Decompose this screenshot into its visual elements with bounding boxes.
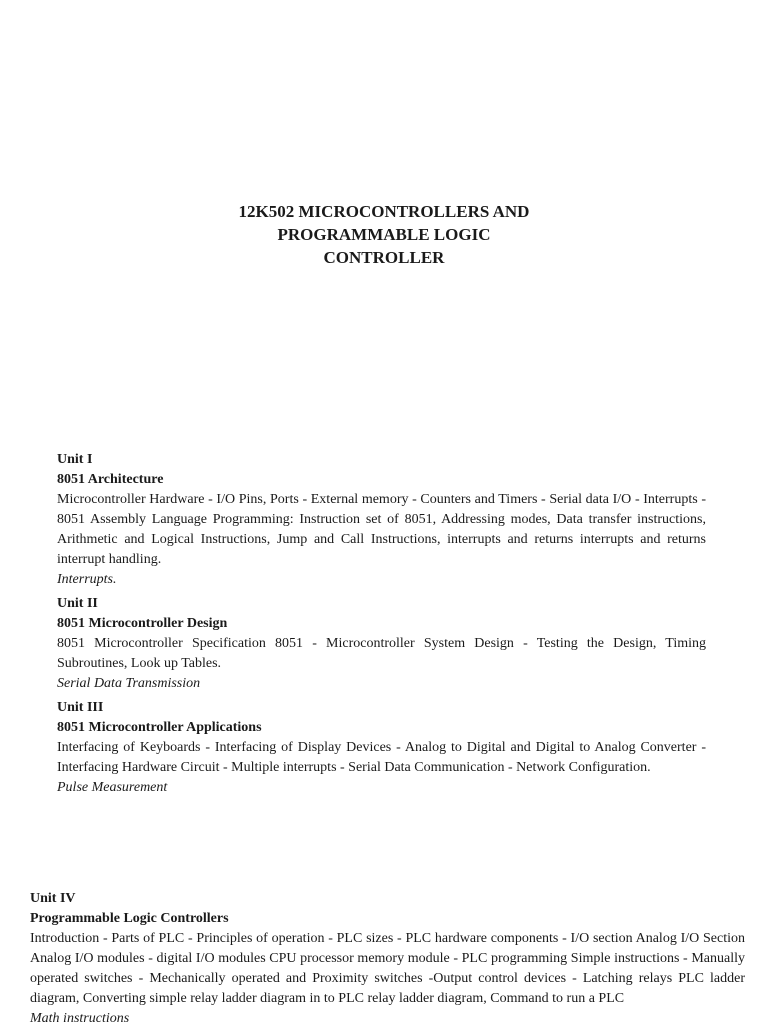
title-line-3: CONTROLLER (323, 248, 445, 267)
unit-section-4 (30, 889, 745, 1024)
unit-note: Pulse Measurement (57, 780, 168, 795)
unit-label: Unit IV (30, 891, 76, 906)
document-title (0, 200, 768, 269)
unit-note: Serial Data Transmission (57, 676, 201, 691)
unit-heading: 8051 Microcontroller Applications (57, 720, 262, 735)
unit-body: Microcontroller Hardware - I/O Pins, Ports - External memory - Counters and Timers - Serial data I/O - Interrupts - 8051 Assembly Language Programming: Instruction set of 8051, Addressing modes, Data transfer instructions, Arithmetic and Logical Instructions, Jump and Call Instructions, interrupts and returns interrupts and returns interrupt handling. (57, 492, 706, 567)
title-line-2: PROGRAMMABLE LOGIC (277, 225, 491, 244)
unit-section-3 (57, 698, 706, 797)
unit-section-2 (57, 594, 706, 693)
unit-section-1 (57, 450, 706, 589)
unit-body: Introduction - Parts of PLC - Principles of operation - PLC sizes - PLC hardware components - I/O section Analog I/O Section Analog I/O modules - digital I/O modules CPU processor memory module - PLC programming Simple instructions - Manually operated switches - Mechanically operated and Proximity switches -Output control devices - Latching relays PLC ladder diagram, Converting simple relay ladder diagram in to PLC relay ladder diagram, Command to run a PLC (30, 931, 745, 1006)
unit-body: Interfacing of Keyboards - Interfacing of Display Devices - Analog to Digital and Digital to Analog Converter - Interfacing Hardware Circuit - Multiple interrupts - Serial Data Communication - Network Configuration. (57, 740, 706, 775)
unit-note: Math instructions (30, 1011, 130, 1024)
unit-heading: Programmable Logic Controllers (30, 911, 229, 926)
unit-note: Interrupts. (57, 572, 117, 587)
unit-label: Unit II (57, 596, 98, 611)
unit-heading: 8051 Microcontroller Design (57, 616, 228, 631)
title-line-1: 12K502 MICROCONTROLLERS AND (238, 202, 530, 221)
unit-label: Unit I (57, 452, 93, 467)
unit-heading: 8051 Architecture (57, 472, 164, 487)
unit-body: 8051 Microcontroller Specification 8051 - Microcontroller System Design - Testing the Design, Timing Subroutines, Look up Tables. (57, 636, 706, 671)
unit-label: Unit III (57, 700, 104, 715)
